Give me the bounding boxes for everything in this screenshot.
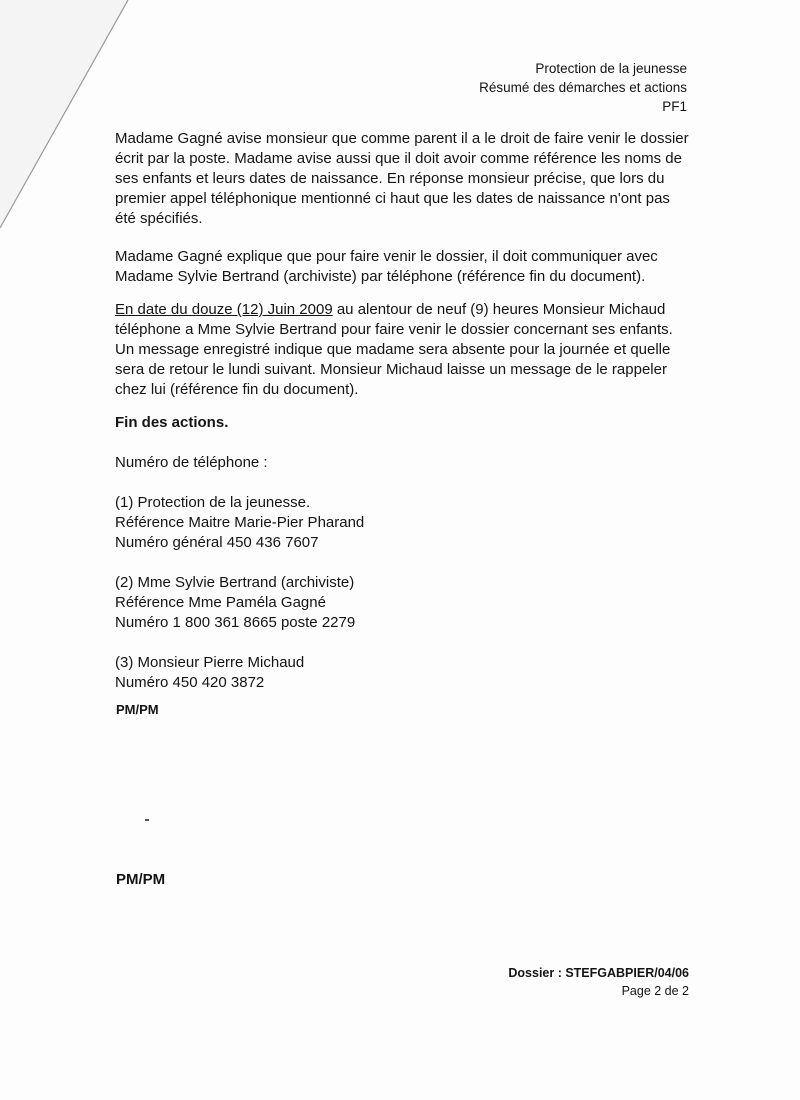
dossier-reference: Dossier : STEFGABPIER/04/06 — [508, 966, 689, 980]
initials-small: PM/PM — [116, 702, 159, 717]
contact-3-title: (3) Monsieur Pierre Michaud — [115, 654, 305, 671]
fin-des-actions: Fin des actions. — [115, 414, 229, 431]
folded-corner-mark — [0, 0, 130, 230]
contact-1-reference: Référence Maitre Marie-Pier Pharand — [115, 514, 365, 531]
contact-1-number: Numéro général 450 436 7607 — [115, 534, 319, 551]
page-header — [479, 59, 687, 116]
paragraph-3-date: En date du douze (12) Juin 2009 — [115, 301, 333, 318]
paragraph-2: Madame Gagné explique que pour faire venir le dossier, il doit communiquer avec Madame Sylvie Bertrand (archiviste) par téléphone (référence fin du document). — [115, 248, 658, 285]
contact-1 — [115, 493, 690, 553]
paragraph-1: Madame Gagné avise monsieur que comme parent il a le droit de faire venir le dossier écrit par la poste. Madame avise aussi que il doit avoir comme référence les noms de ses enfants et leurs dates de naissance. En réponse monsieur précise, que lors du premier appel téléphonique mentionné ci haut que les dates de naissance n'ont pas été spécifiés. — [115, 130, 689, 227]
paragraph-3 — [115, 300, 690, 400]
contact-2-reference: Référence Mme Paméla Gagné — [115, 594, 326, 611]
contact-2-title: (2) Mme Sylvie Bertrand (archiviste) — [115, 574, 355, 591]
contact-1-title: (1) Protection de la jeunesse. — [115, 494, 311, 511]
contact-2-number: Numéro 1 800 361 8665 poste 2279 — [115, 614, 356, 631]
header-line-1: Protection de la jeunesse — [535, 61, 687, 76]
header-line-2: Résumé des démarches et actions — [479, 80, 687, 95]
phone-numbers-heading: Numéro de téléphone : — [115, 454, 268, 471]
contact-2 — [115, 573, 690, 633]
document-body — [115, 129, 690, 693]
initials-large: PM/PM — [116, 871, 166, 888]
page-number: Page 2 de 2 — [621, 984, 689, 998]
contact-3-number: Numéro 450 420 3872 — [115, 674, 265, 691]
header-line-3: PF1 — [662, 99, 687, 114]
page-footer — [508, 964, 689, 1000]
stray-mark — [145, 819, 149, 821]
paragraph-3-text: au alentour de neuf (9) heures Monsieur Michaud téléphone a Mme Sylvie Bertrand pour faire venir le dossier concernant ses enfants. Un message enregistré indique que madame sera absente pour la journée et quelle sera de retour le lundi suivant. Monsieur Michaud laisse un message de le rappeler chez lui (référence fin du document). — [115, 301, 673, 398]
contact-3 — [115, 653, 690, 693]
